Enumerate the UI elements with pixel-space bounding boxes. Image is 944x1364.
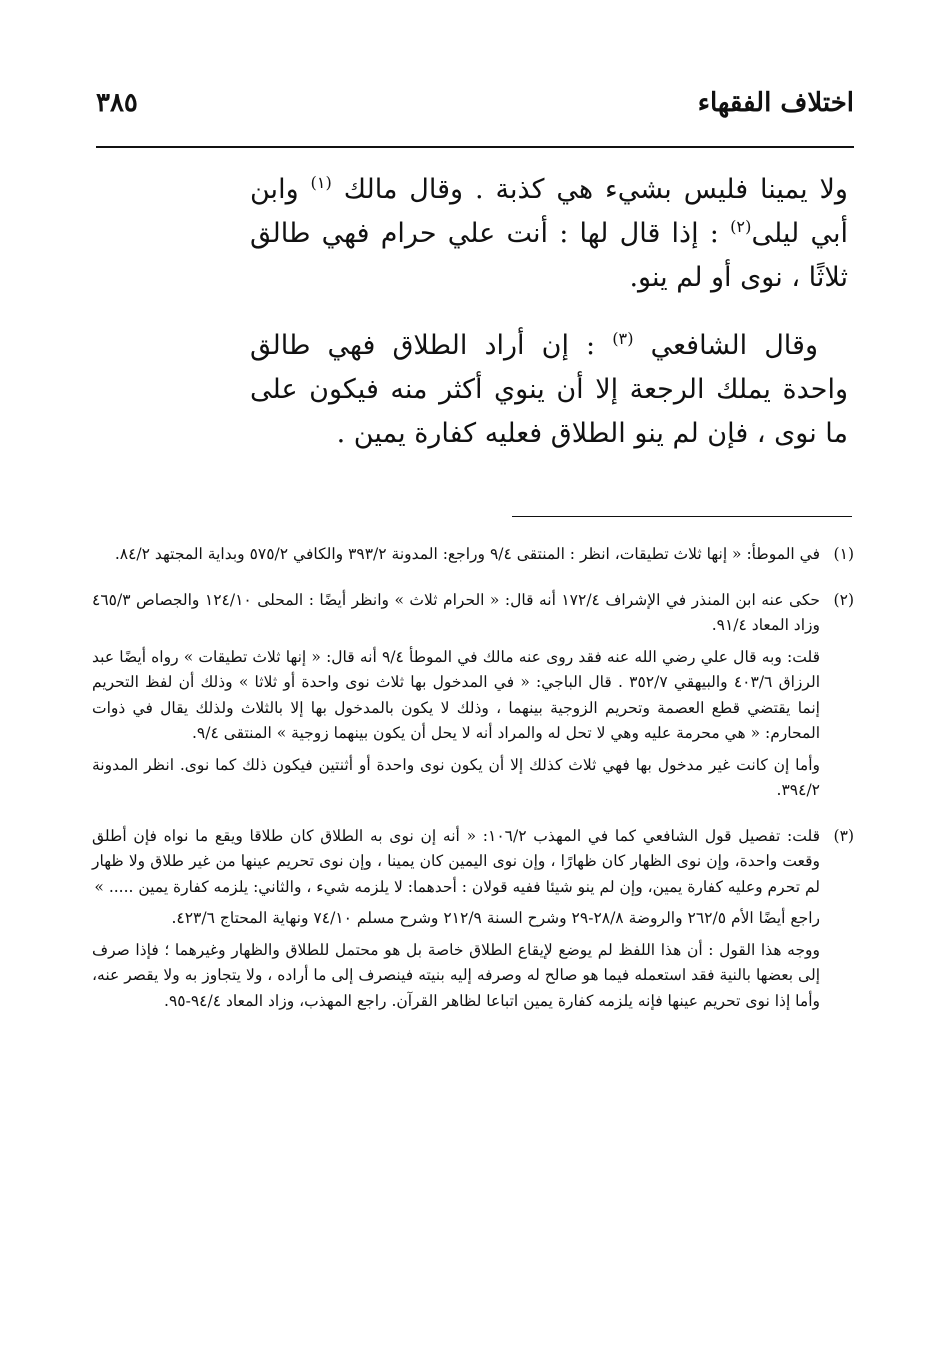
main-text-run: وابن أبي ليلى [250,174,848,249]
footnote-3 [92,824,854,1015]
footnote-paragraph: ووجه هذا القول : أن هذا اللفظ لم يوضع لإيقاع الطلاق خاصة بل هو محتمل للطلاق والظهار وغيرهما ؛ فإذا صرف إلى بعضها بالنية فقد استعمله فيما هو صالح له وصرفه إليه بنيته فينصرف إلى ما أراده ، ولا يتجاوز به ولا يقصر عنه، وأما إذا نوى تحريم عينها فإنه يلزمه كفارة يمين اتباعا لظاهر القرآن. راجع المهذب، وزاد المعاد ٩٤/٤-٩٥. [92,940,820,1010]
running-title: اختلاف الفقهاء [697,88,854,118]
footnote-1 [92,542,854,568]
main-text-run: وقال الشافعي [650,330,818,361]
footnote-paragraph: راجع أيضًا الأم ٢٦٢/٥ والروضة ٢٨/٨-٢٩ وشرح السنة ٢١٢/٩ وشرح مسلم ٧٤/١٠ ونهاية المحتاج ٤٢٣/٦. [171,909,820,927]
footnote-paragraph: وأما إن كانت غير مدخول بها فهي ثلاث كذلك إلا أن يكون نوى واحدة أو أثنتين فيكون ذلك كما نوى. انظر المدونة ٣٩٤/٢. [92,755,820,799]
main-text-run: : إذا قال لها : أنت علي حرام فهي طالق ثلاثًا ، نوى أو لم ينو. [250,218,848,293]
main-text-run: ولا يمينا فليس بشيء هي كذبة . وقال مالك [343,174,848,205]
footnote-paragraph: في الموطأ: « إنها ثلاث تطيقات، انظر : المنتقى ٩/٤ وراجع: المدونة ٣٩٣/٢ والكافي ٥٧٥/٢ وبداية المجتهد ٨٤/٢. [114,545,820,563]
footnote-ref-1: (١) [310,173,332,192]
page-number: ٣٨٥ [96,88,138,118]
footnote-separator [512,516,852,517]
main-text-run: : إن أراد الطلاق فهي طالق واحدة يملك الرجعة إلا أن ينوي أكثر منه فيكون على ما نوى ، فإن لم ينو الطلاق فعليه كفارة يمين . [250,330,848,449]
footnote-paragraph: حكى عنه ابن المنذر في الإشراف ١٧٢/٤ أنه قال: « الحرام ثلاث » وانظر أيضًا : المحلى ١٢٤/١٠ والجصاص ٤٦٥/٣ وزاد المعاد ٩١/٤. [92,590,821,634]
footnote-number: (٣) [833,826,854,845]
running-header [96,88,854,128]
footnote-ref-3: (٣) [612,329,634,348]
header-rule [96,146,854,148]
main-text [250,168,848,456]
footnote-paragraph: قلت: تفصيل قول الشافعي كما في المهذب ١٠٦/٢: « أنه إن نوى به الطلاق كان طلاقا ويقع ما نواه فإن أطلق وقعت واحدة، وإن نوى الظهار كان ظهارًا ، وإن نوى اليمين كان يمينا ، وإن نوى تحريم عينها من غير طلاق ولا ظهار لم تحرم وعليه كفارة يمين، وإن لم ينو شيئا ففيه قولان : أحدهما: لا يلزمه شيء ، والثاني: يلزمه كفارة يمين ..... » [92,826,820,896]
main-paragraph-2 [250,324,848,456]
footnote-paragraph: قلت: وبه قال علي رضي الله عنه فقد روى عنه مالك في الموطأ ٩/٤ أنه قال: « إنها ثلاث تطيقات » رواه أيضًا عبد الرزاق ٤٠٣/٦ والبيهقي ٣٥٢/٧ . قال الباجي: « في المدخول بها ثلاث نوى واحدة أو ثلاثا » وذلك أن لفظ التحريم إنما يقتضي قطع العصمة وتحريم الزوجية بينهما ، وذلك لا يكون بالمدخول بها إلا بالثلاث ولذلك يقال في ذوات المحارم: « هي محرمة عليه وهي لا تحل له والمراد أنه لا يحل أن يكون بينهما زوجية » المنتقى ٩/٤. [92,647,820,742]
footnote-number: (١) [833,545,854,563]
footnote-number: (٢) [833,590,854,609]
footnote-ref-2: (٢) [730,217,752,236]
main-paragraph-1 [250,168,848,300]
footnote-2 [92,588,854,804]
footnotes [92,542,854,1034]
